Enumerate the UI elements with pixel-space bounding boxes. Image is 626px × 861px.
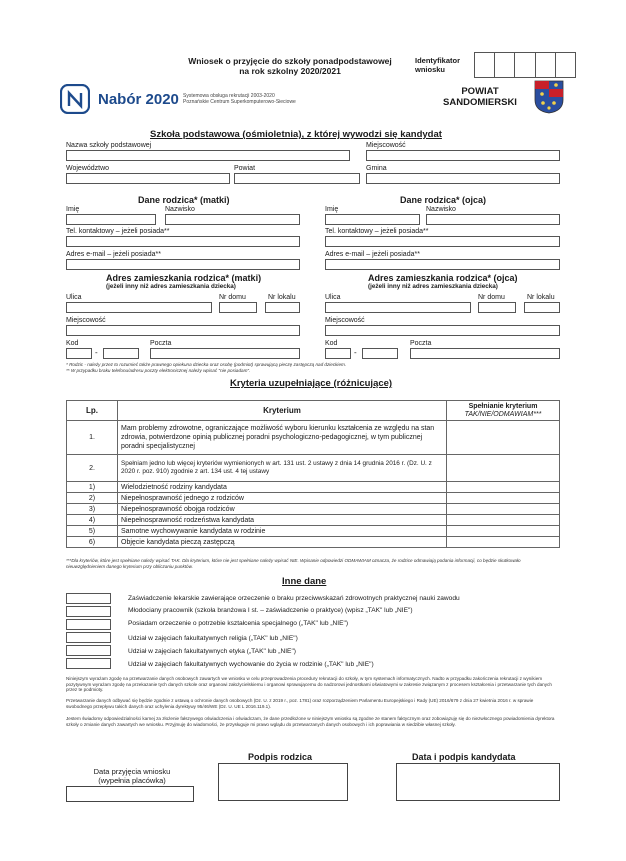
- mother-email-field[interactable]: [66, 259, 300, 270]
- religion-field[interactable]: [66, 632, 111, 643]
- mother-heading: Dane rodzica* (matki): [138, 195, 230, 205]
- mother-house-label: Nr domu: [219, 294, 246, 301]
- other-item-label: Udział w zajęciach fakultatywnych religia („TAK" lub „NIE"): [128, 635, 298, 642]
- consent-paragraph: Niniejszym wyrażam zgodę na przetwarzanie danych osobowych zawartych we wniosku w celu przeprowadzenia procedury rekrutacji do szkoły, w tym systemach informatycznych. Nadto w przypadku zakończenia rekrutacji z wynikiem pozytywnym wyrażam zgodę na przekazanie tych danych szkole oraz organowi założycielskiemu i organowi sprawującemu do nadzorowi jednostkami oświatowymi w zakresie związanym z procesem kształcenia i przetwarzanie tych danych przez te podmioty.: [66, 676, 552, 693]
- mother-code-part-1[interactable]: [66, 348, 92, 359]
- father-code-dash: -: [354, 348, 357, 357]
- father-city-label: Miejscowość: [325, 317, 365, 324]
- row-lp: 2): [67, 493, 118, 504]
- father-code-part-1[interactable]: [325, 348, 351, 359]
- col-criterion: Kryterium: [118, 401, 447, 421]
- other-heading: Inne dane: [282, 576, 327, 587]
- other-item-label: Posiadam orzeczenie o potrzebie kształcenia specjalnego („TAK" lub „NIE"): [128, 620, 349, 627]
- row-text: Niepełnosprawność jednego z rodziców: [118, 493, 447, 504]
- father-code-part-2[interactable]: [362, 348, 398, 359]
- row-lp: 3): [67, 504, 118, 515]
- commune-field[interactable]: [366, 173, 560, 184]
- mother-last-name-label: Nazwisko: [165, 206, 195, 213]
- mother-phone-field[interactable]: [66, 236, 300, 247]
- system-info: Systemowa obsługa rekrutacji 2003-2020 Poznańskie Centrum Superkomputerowo-Sieciowe: [183, 93, 296, 105]
- father-flat-field[interactable]: [524, 302, 560, 313]
- table-row: [67, 455, 560, 482]
- nabor-logo-icon: [60, 84, 90, 114]
- row-text: Niepełnosprawność rodzeństwa kandydata: [118, 515, 447, 526]
- form-title: [180, 56, 400, 76]
- table-row: [67, 515, 560, 526]
- row-lp: 6): [67, 537, 118, 548]
- col-fulfil: Spełnianie kryterium TAK/NIE/ODMAWIAM***: [447, 401, 560, 421]
- medical-certificate-field[interactable]: [66, 593, 111, 604]
- young-worker-field[interactable]: [66, 606, 111, 617]
- father-street-field[interactable]: [325, 302, 471, 313]
- mother-house-field[interactable]: [219, 302, 257, 313]
- voivodeship-field[interactable]: [66, 173, 230, 184]
- father-address-sub: (jeżeli inny niż adres zamieszkania dziecka): [368, 283, 498, 290]
- mother-flat-label: Nr lokalu: [268, 294, 296, 301]
- father-phone-field[interactable]: [325, 236, 560, 247]
- row-lp: 1.: [67, 421, 118, 455]
- commune-label: Gmina: [366, 165, 387, 172]
- candidate-signature-label: Data i podpis kandydata: [412, 752, 516, 762]
- mother-city-field[interactable]: [66, 325, 300, 336]
- row-lp: 2.: [67, 455, 118, 482]
- mother-code-label: Kod: [66, 340, 79, 347]
- mother-city-label: Miejscowość: [66, 317, 106, 324]
- mother-last-name-field[interactable]: [165, 214, 300, 225]
- row-answer-field[interactable]: [447, 504, 560, 515]
- gdpr-paragraph: Przetwarzanie danych odbywać się będzie zgodnie z ustawą o ochronie danych osobowych (Dz. U. z 2019 r., poz. 1781) oraz rozporządzeniem Parlamentu Europejskiego i Rady (UE) 2016/679 z dnia 27 kwietnia 2016 r. w sprawie swobodnego przepływu takich danych oraz uchylenia dyrektywy 95/46/WE (Dz. U. UE L 2016.119.1).: [66, 698, 534, 709]
- row-answer-field[interactable]: [447, 537, 560, 548]
- mother-phone-label: Tel. kontaktowy – jeżeli posiada**: [66, 228, 170, 235]
- family-life-field[interactable]: [66, 658, 111, 669]
- row-text: Wielodzietność rodziny kandydata: [118, 482, 447, 493]
- row-lp: 5): [67, 526, 118, 537]
- col-lp: Lp.: [67, 401, 118, 421]
- declaration-paragraph: Jestem świadomy odpowiedzialności karnej za złożenie fałszywego oświadczenia i oświadczam, że dane przedłożone w niniejszym wniosku są zgodne ze stanem faktycznym oraz zobowiązuję się do niezwłocznego powiadomienia dyrektora szkoły o zmianie danych zawartych we wniosku. Przyjmuję do wiadomości, że przysługuje mi prawo wglądu do przetwarzanych danych osobowych i ich poprawiania w siedzibie własnej szkoły.: [66, 716, 555, 727]
- mother-address-heading: Adres zamieszkania rodzica* (matki): [106, 273, 262, 283]
- candidate-signature-field[interactable]: [396, 763, 560, 801]
- title-line-1: Wniosek o przyjęcie do szkoły ponadpodstawowej: [188, 56, 392, 66]
- table-row: [67, 493, 560, 504]
- row-answer-field[interactable]: [447, 515, 560, 526]
- table-row: [67, 421, 560, 455]
- father-flat-label: Nr lokalu: [527, 294, 555, 301]
- father-email-field[interactable]: [325, 259, 560, 270]
- footnote-1: * Rodzic - należy przez to rozumieć także prawnego opiekuna dziecka oraz osobę (podmiot) sprawującą pieczę zastępczą nad dzieckiem.: [66, 362, 347, 367]
- mother-address-sub: (jeżeli inny niż adres zamieszkania dziecka): [106, 283, 236, 290]
- criteria-note: ***Dla kryteriów, które jest spełniane należy wpisać TAK. Dla kryterium, które nie jest spełniane należy wpisać NIE. Wpisanie odpowiedzi ODMAWIAM oznacza, że rodzice odmawiają podania informacji, co będzie skutkowało nieuwzględnieniem danego kryterium przy obliczaniu punktów.: [66, 558, 521, 569]
- mother-post-field[interactable]: [150, 348, 300, 359]
- father-first-name-label: Imię: [325, 206, 339, 213]
- row-lp: 1): [67, 482, 118, 493]
- father-email-label: Adres e-mail – jeżeli posiada**: [325, 251, 420, 258]
- row-text: Objęcie kandydata pieczą zastępczą: [118, 537, 447, 548]
- other-item-label: Udział w zajęciach fakultatywnych etyka („TAK" lub „NIE"): [128, 648, 296, 655]
- father-house-label: Nr domu: [478, 294, 505, 301]
- mother-post-label: Poczta: [150, 340, 172, 347]
- father-code-label: Kod: [325, 340, 338, 347]
- father-post-field[interactable]: [410, 348, 560, 359]
- mother-first-name-field[interactable]: [66, 214, 156, 225]
- other-item-label: Udział w zajęciach fakultatywnych wychowanie do życia w rodzinie („TAK" lub „NIE"): [128, 661, 374, 668]
- row-text: Samotne wychowywanie kandydata w rodzinie: [118, 526, 447, 537]
- mother-flat-field[interactable]: [265, 302, 300, 313]
- coat-of-arms-icon: [534, 80, 564, 114]
- district-field[interactable]: [234, 173, 360, 184]
- county-name: POWIAT SANDOMIERSKI: [443, 86, 517, 108]
- school-name-field[interactable]: [66, 150, 350, 161]
- father-address-heading: Adres zamieszkania rodzica* (ojca): [368, 273, 518, 283]
- criteria-heading: Kryteria uzupełniające (różnicujące): [230, 378, 393, 389]
- father-heading: Dane rodzica* (ojca): [400, 195, 487, 205]
- school-heading: Szkoła podstawowa (ośmioletnia), z której wywodzi się kandydat: [150, 129, 442, 140]
- other-item-label: Młodociany pracownik (szkoła branżowa I st. – zaświadczenie o praktyce) (wpisz „TAK" lub „NIE"): [128, 607, 413, 614]
- parent-signature-label: Podpis rodzica: [248, 752, 313, 762]
- row-text: Niepełnosprawność obojga rodziców: [118, 504, 447, 515]
- table-row: [67, 526, 560, 537]
- criteria-table: [66, 400, 560, 548]
- row-answer-field[interactable]: [447, 455, 560, 482]
- mother-code-dash: -: [95, 348, 98, 357]
- logo-text: Nabór 2020: [98, 91, 179, 108]
- father-last-name-field[interactable]: [426, 214, 560, 225]
- date-received-field[interactable]: [66, 786, 194, 802]
- parent-signature-field[interactable]: [218, 763, 348, 801]
- ethics-field[interactable]: [66, 645, 111, 656]
- mother-email-label: Adres e-mail – jeżeli posiada**: [66, 251, 161, 258]
- father-phone-label: Tel. kontaktowy – jeżeli posiada**: [325, 228, 429, 235]
- row-answer-field[interactable]: [447, 482, 560, 493]
- row-text: Mam problemy zdrowotne, ograniczające możliwość wyboru kierunku kształcenia ze względu na stan zdrowia, potwierdzone opinią publicznej poradni psychologiczno-pedagogicznej, w tym publicznej poradni specjalistycznej: [118, 421, 447, 455]
- id-label: Identyfikator wniosku: [415, 56, 461, 74]
- date-received-label: Data przyjęcia wniosku (wypełnia placówka): [93, 767, 171, 785]
- father-house-field[interactable]: [478, 302, 516, 313]
- district-label: Powiat: [234, 165, 256, 172]
- special-education-field[interactable]: [66, 619, 111, 630]
- footnote-2: ** W przypadku braku telefonu/adresu poczty elektronicznej należy wpisać "nie posiadam".: [66, 368, 251, 373]
- father-first-name-field[interactable]: [325, 214, 420, 225]
- father-city-field[interactable]: [325, 325, 560, 336]
- row-text: Spełniam jedno lub więcej kryteriów wymienionych w art. 131 ust. 2 ustawy z dnia 14 grudnia 2016 r. (Dz. U. z 2020 r. poz. 910) zgodnie z art. 134 ust. 4 tej ustawy: [118, 455, 447, 482]
- mother-code-part-2[interactable]: [103, 348, 139, 359]
- title-line-2: na rok szkolny 2020/2021: [239, 66, 341, 76]
- school-city-label: Miejscowość: [366, 142, 406, 149]
- row-answer-field[interactable]: [447, 526, 560, 537]
- id-boxes[interactable]: [474, 52, 576, 78]
- table-row: [67, 537, 560, 548]
- father-street-label: Ulica: [325, 294, 341, 301]
- father-post-label: Poczta: [410, 340, 432, 347]
- school-name-label: Nazwa szkoły podstawowej: [66, 142, 152, 149]
- mother-street-field[interactable]: [66, 302, 212, 313]
- row-answer-field[interactable]: [447, 493, 560, 504]
- other-item-label: Zaświadczenie lekarskie zawierające orzeczenie o braku przeciwwskazań zdrowotnych praktycznej nauki zawodu: [128, 595, 460, 602]
- father-last-name-label: Nazwisko: [426, 206, 456, 213]
- mother-first-name-label: Imię: [66, 206, 80, 213]
- table-row: [67, 504, 560, 515]
- table-row: [67, 482, 560, 493]
- row-lp: 4): [67, 515, 118, 526]
- voivodeship-label: Województwo: [66, 165, 110, 172]
- school-city-field[interactable]: [366, 150, 560, 161]
- row-answer-field[interactable]: [447, 421, 560, 455]
- mother-street-label: Ulica: [66, 294, 82, 301]
